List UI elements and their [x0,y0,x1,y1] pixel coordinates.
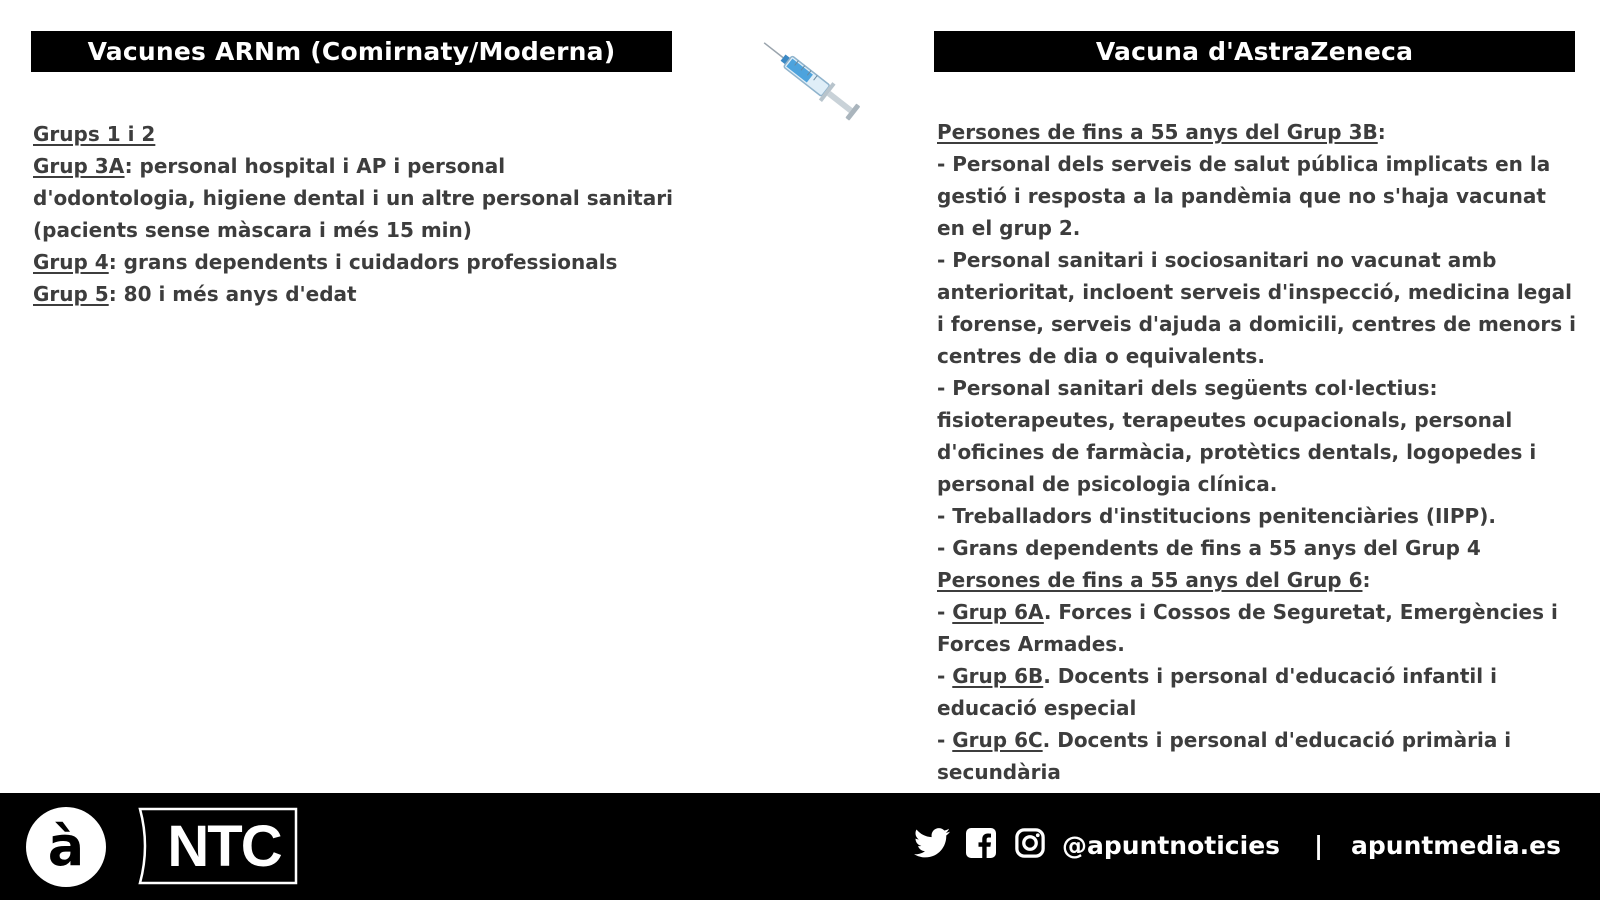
group-5-item [33,278,673,310]
group-6c-label: Grup 6C [952,728,1043,752]
list-item: - Personal sanitari i sociosanitari no vacunat amb anterioritat, incloent serveis d'inspecció, medicina legal i forense, serveis d'ajuda a domicili, centres de menors i centres de dia o equivalents. [937,248,1576,368]
group-6c-text: . Docents i personal d'educació primària i secundària [937,728,1512,784]
ntc-logo [130,807,298,885]
section-6-colon: : [1362,568,1371,592]
header-astrazeneca-vaccine: Vacuna d'AstraZeneca [934,31,1575,72]
group-6b-item [937,660,1579,724]
group-6b-text: . Docents i personal d'educació infantil i educació especial [937,664,1497,720]
dash: - [937,728,953,752]
group-3a-item [33,150,673,246]
list-item: - Treballadors d'institucions penitenciàries (IIPP). [937,504,1496,528]
section-3b-title: Persones de fins a 55 anys del Grup 3B [937,120,1378,144]
astrazeneca-groups-list [937,116,1579,788]
group-6a-label: Grup 6A [952,600,1044,624]
dash: - [937,664,953,688]
instagram-icon[interactable] [1015,823,1047,863]
dash: - [937,600,953,624]
facebook-icon[interactable] [966,823,998,863]
website-link[interactable]: apuntmedia.es [1351,830,1561,860]
group-6c-item [937,724,1579,788]
group-3a-label: Grup 3A [33,154,125,178]
groups-1-2-label: Grups 1 i 2 [33,122,156,146]
section-3b-heading [937,116,1579,148]
twitter-icon[interactable] [914,823,950,863]
list-item: - Personal dels serveis de salut pública implicats en la gestió i resposta a la pandèmia que no s'haja vacunat en el grup 2. [937,152,1551,240]
section-6-heading [937,564,1579,596]
ntc-logo-text: NTC [167,813,281,879]
group-5-text: : 80 i més anys d'edat [108,282,357,306]
mrna-groups-list [33,118,673,310]
group-6a-item [937,596,1579,660]
group-5-label: Grup 5 [33,282,109,306]
social-handle[interactable]: @apuntnoticies [1062,830,1281,860]
separator: | [1314,830,1324,860]
group-4-label: Grup 4 [33,250,109,274]
header-mrna-vaccines: Vacunes ARNm (Comirnaty/Moderna) [31,31,672,72]
list-item: - Grans dependents de fins a 55 anys del Grup 4 [937,536,1481,560]
section-3b-colon: : [1377,120,1386,144]
group-4-item [33,246,673,278]
group-6a-text: . Forces i Cossos de Seguretat, Emergències i Forces Armades. [937,600,1558,656]
group-4-text: : grans dependents i cuidadors professionals [108,250,618,274]
syringe-icon [757,33,869,129]
group-3a-text: : personal hospital i AP i personal d'odontologia, higiene dental i un altre personal sanitari (pacients sense màscara i més 15 min) [33,154,673,242]
section-6-title: Persones de fins a 55 anys del Grup 6 [937,568,1363,592]
group-6b-label: Grup 6B [952,664,1044,688]
list-item: - Personal sanitari dels següents col·lectius: fisioterapeutes, terapeutes ocupacionals, personal d'oficines de farmàcia, protètics dentals, logopedes i personal de psicologia clínica. [937,376,1537,496]
apunt-logo: à [26,807,106,887]
footer-bar [0,793,1600,900]
groups-1-2 [33,118,673,150]
